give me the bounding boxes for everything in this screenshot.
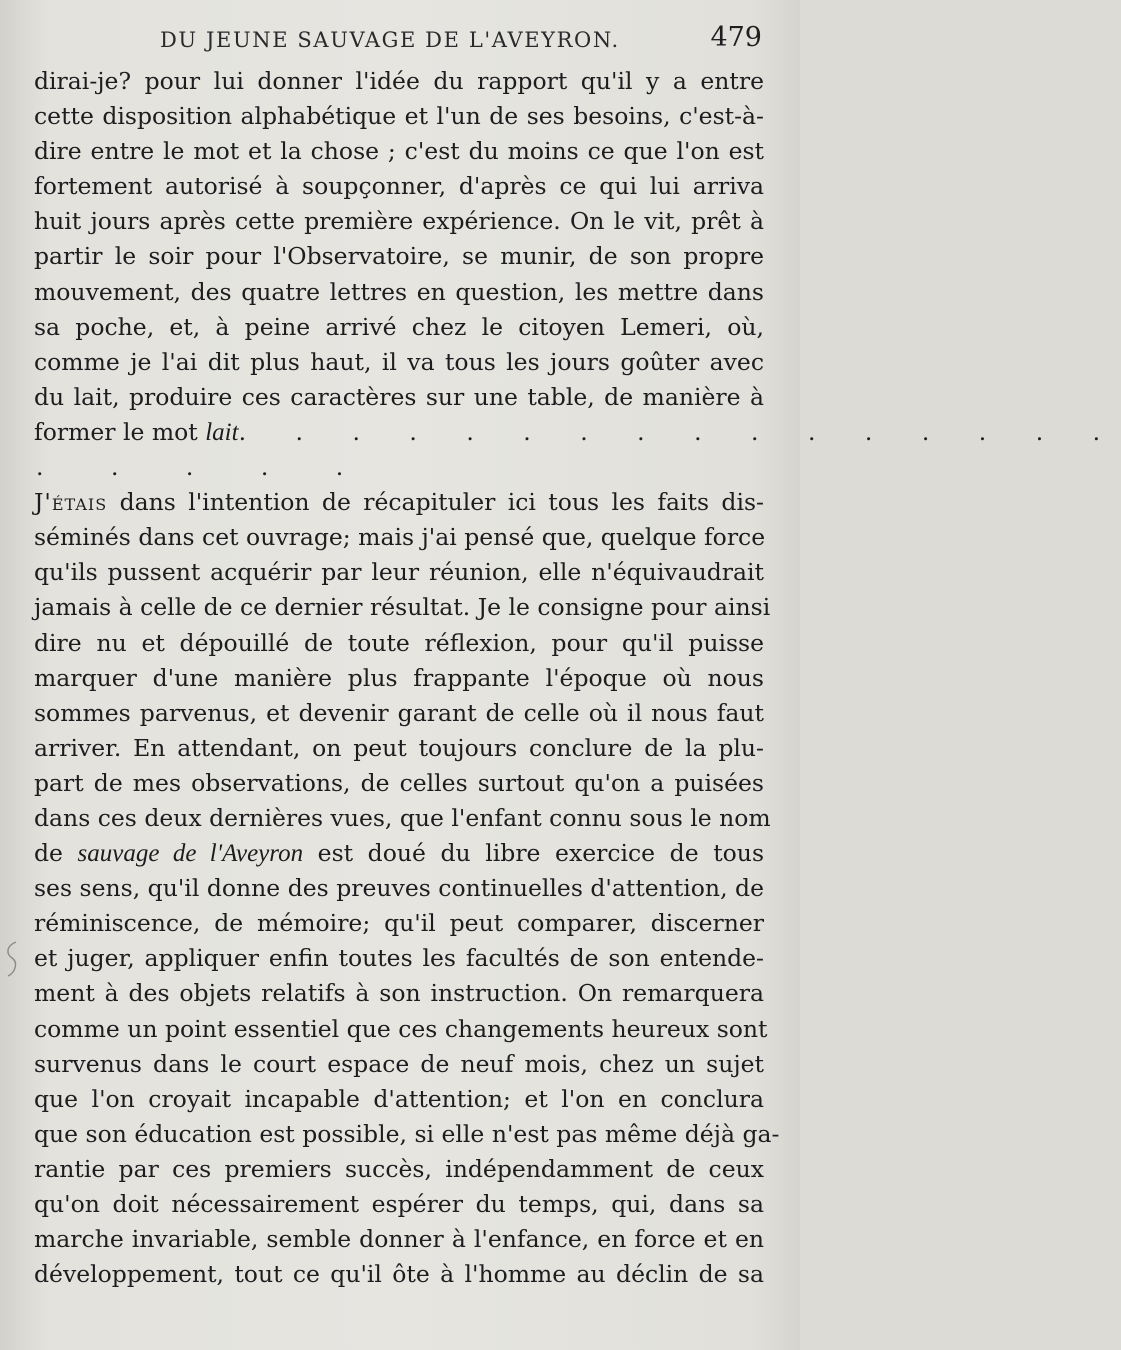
text-segment: de [34, 839, 78, 868]
ellipsis-line [34, 450, 764, 485]
text-line: huit jours après cette première expérience. On le vit, prêt à [34, 207, 764, 236]
text-line: comme un point essentiel que ces changements heureux sont [34, 1014, 768, 1043]
text-line: fortement autorisé à soupçonner, d'après ce qui lui arriva [34, 172, 764, 201]
italic-word: lait [205, 418, 239, 446]
paragraph-1 [34, 64, 1121, 485]
text-line: sa poche, et, à peine arrivé chez le citoyen Lemeri, où, [34, 312, 764, 341]
text-line: du lait, produire ces caractères sur une table, de manière à [34, 382, 764, 411]
text-line: survenus dans le court espace de neuf mois, chez un sujet [34, 1049, 764, 1078]
text-line: que l'on croyait incapable d'attention; et l'on en conclura [34, 1084, 764, 1113]
text-segment: former le mot [34, 417, 206, 446]
ellipsis-dots: . . . . . [36, 453, 374, 482]
text-line: réminiscence, de mémoire; qu'il peut comparer, discerner [34, 909, 764, 938]
text-line: développement, tout ce qu'il ôte à l'homme au déclin de sa [34, 1260, 764, 1289]
text-segment: dans l'intention de récapituler ici tous les faits dis- [107, 488, 764, 517]
text-line: partir le soir pour l'Observatoire, se munir, de son propre [34, 242, 764, 271]
ellipsis-dots: . . . . . . . . . . . . . . . . [238, 417, 1121, 446]
paragraph-2 [34, 485, 780, 1292]
text-line: comme je l'ai dit plus haut, il va tous les jours goûter avec [34, 347, 764, 376]
text-line: séminés dans cet ouvrage; mais j'ai pensé que, quelque force [34, 523, 766, 552]
text-line: dirai-je? pour lui donner l'idée du rapport qu'il y a entre [34, 67, 764, 95]
text-line-italic [34, 836, 764, 871]
text-line: que son éducation est possible, si elle n'est pas même déjà ga- [34, 1119, 780, 1148]
text-line-last [34, 415, 1121, 450]
text-line: arriver. En attendant, on peut toujours conclure de la plu- [34, 733, 764, 762]
text-line: ment à des objets relatifs à son instruction. On remarquera [34, 979, 764, 1008]
body-text [34, 64, 1121, 1292]
text-segment: est doué du libre exercice de tous [303, 839, 764, 868]
text-line: qu'ils pussent acquérir par leur réunion, elle n'équivaudrait [34, 558, 764, 587]
small-caps-opening: J'étais [34, 488, 108, 517]
text-line: rantie par ces premiers succès, indépendamment de ceux [34, 1154, 764, 1183]
italic-phrase: sauvage de l'Aveyron [77, 840, 304, 868]
page-number: 479 [710, 22, 762, 53]
text-line: dire entre le mot et la chose ; c'est du moins ce que l'on est [34, 137, 764, 166]
text-line: mouvement, des quatre lettres en question, les mettre dans [34, 277, 764, 306]
text-line-first [34, 485, 764, 520]
text-line: marquer d'une manière plus frappante l'époque où nous [34, 663, 764, 692]
text-line: qu'on doit nécessairement espérer du temps, qui, dans sa [34, 1190, 764, 1218]
text-line: part de mes observations, de celles surtout qu'on a puisées [34, 768, 764, 797]
text-line: jamais à celle de ce dernier résultat. Je le consigne pour ainsi [34, 593, 771, 622]
text-line: ses sens, qu'il donne des preuves continuelles d'attention, de [34, 874, 764, 903]
text-line: dire nu et dépouillé de toute réflexion, pour qu'il puisse [34, 628, 764, 657]
text-line: cette disposition alphabétique et l'un de ses besoins, c'est-à- [34, 102, 764, 131]
text-line: et juger, appliquer enfin toutes les facultés de son entende- [34, 944, 764, 973]
running-title: DU JEUNE SAUVAGE DE L'AVEYRON. [160, 28, 620, 52]
page-header [0, 20, 800, 60]
text-line: dans ces deux dernières vues, que l'enfant connu sous le nom [34, 803, 771, 832]
text-line: sommes parvenus, et devenir garant de celle où il nous faut [34, 698, 764, 727]
text-line: marche invariable, semble donner à l'enfance, en force et en [34, 1225, 764, 1254]
pencil-mark-icon [2, 940, 22, 980]
